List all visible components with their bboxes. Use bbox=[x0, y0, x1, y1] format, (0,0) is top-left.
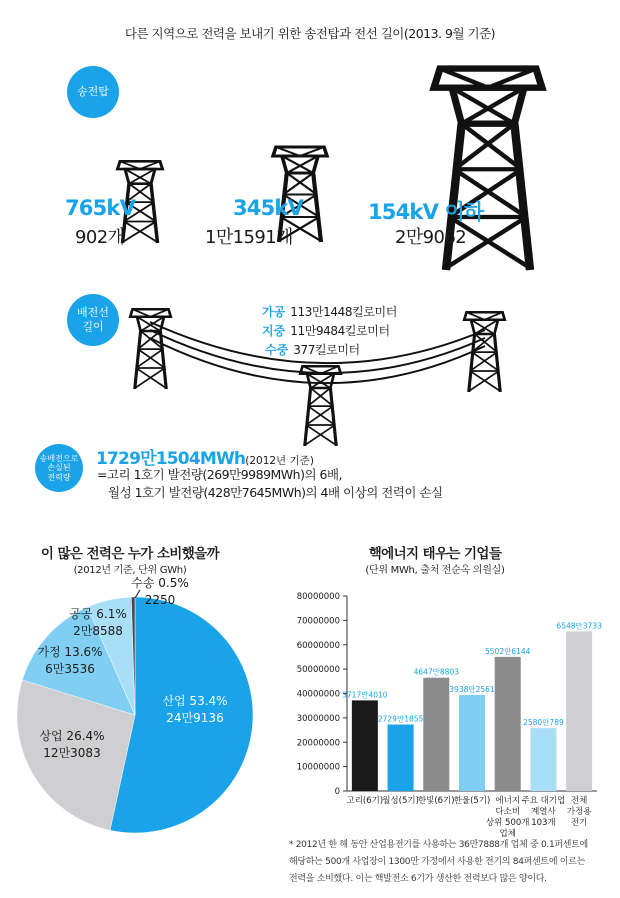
bar-value-label-2: 4647만8803 bbox=[413, 667, 459, 677]
loss-value: 1729만1504MWh bbox=[96, 449, 246, 469]
bar-category-label-5: 103개 bbox=[531, 818, 556, 828]
bar-1 bbox=[388, 724, 414, 791]
tower-voltage-154: 154kV 이하 bbox=[368, 200, 484, 224]
pie-subtitle: (2012년 기준, 단위 GWh) bbox=[73, 565, 187, 576]
bar-y-tick-label: 30000000 bbox=[296, 713, 340, 724]
bar-y-tick-label: 70000000 bbox=[296, 616, 340, 627]
bar-category-label-6: 가정용 bbox=[566, 807, 592, 817]
bar-category-label-4: 상위 500개 bbox=[485, 818, 530, 828]
bar-y-tick-label: 0 bbox=[334, 787, 340, 797]
bar-chart bbox=[280, 588, 600, 843]
bar-value-label-6: 6548만3733 bbox=[556, 621, 602, 631]
pie-label-2: 가정 13.6% bbox=[37, 645, 103, 659]
bar-value-label-3: 3938만2561 bbox=[449, 685, 495, 695]
pie-label-1: 상업 26.4% bbox=[39, 729, 105, 743]
pie-value-2: 6만3536 bbox=[45, 662, 95, 676]
loss-badge-l2: 손실된 bbox=[47, 463, 71, 473]
loss-line-1: =고리 1호기 발전량(269만9989MWh)의 6배, bbox=[97, 467, 343, 482]
footnote-line-2: 해당하는 500개 사업장이 1300만 가정에서 사용한 전기의 84퍼센트에 이르는 bbox=[289, 857, 585, 867]
bar-6 bbox=[566, 631, 592, 791]
bar-category-label-6: 전기 bbox=[570, 818, 588, 828]
loss-badge bbox=[35, 444, 83, 492]
bar-category-label-1: 월성(5기) bbox=[382, 796, 419, 806]
tower-voltage-345: 345kV bbox=[233, 196, 304, 220]
bar-y-tick-label: 40000000 bbox=[296, 689, 340, 700]
bar-y-tick-label: 20000000 bbox=[296, 738, 340, 749]
bar-category-label-5: 주요 대기업 bbox=[521, 796, 566, 806]
bar-value-label-5: 2580만789 bbox=[523, 718, 564, 728]
bar-category-label-3: 한울(5기) bbox=[453, 796, 491, 806]
bar-category-label-6: 전체 bbox=[570, 796, 588, 806]
line-len-underground: 11만9484킬로미터 bbox=[290, 324, 390, 338]
line-cat-underground: 지중 bbox=[262, 324, 286, 338]
pole-middle-icon bbox=[300, 366, 341, 446]
loss-year: (2012년 기준) bbox=[245, 455, 314, 467]
loss-comparison bbox=[97, 466, 443, 502]
pie-label-0: 산업 53.4% bbox=[162, 694, 228, 708]
bar-value-label-1: 2729만1855 bbox=[377, 714, 424, 724]
tower-badge-label: 송전탑 bbox=[77, 85, 109, 99]
footnote-line-3: 전력을 소비했다. 이는 핵발전소 6기가 생산한 전력보다 많은 양이다. bbox=[289, 874, 547, 884]
bar-category-label-4: 업체 bbox=[499, 829, 516, 839]
pie-title: 이 많은 전력은 누가 소비했을까 bbox=[40, 546, 220, 562]
bar-y-tick-label: 80000000 bbox=[296, 592, 340, 602]
loss-badge-l1: 송배전으로 bbox=[39, 454, 79, 464]
bar-y-tick-label: 50000000 bbox=[296, 665, 340, 676]
loss-line-2: 월성 1호기 발전량(428만7645MWh)의 4배 이상의 전력이 손실 bbox=[108, 485, 443, 500]
bar-value-label-0: 3717만4010 bbox=[342, 690, 388, 700]
bar-subtitle: (단위 MWh, 출처 전순옥 의원실) bbox=[365, 565, 505, 576]
tower-voltage-765: 765kV bbox=[65, 196, 136, 220]
footnote bbox=[289, 837, 599, 888]
line-cat-overhead: 가공 bbox=[262, 305, 286, 319]
line-badge-l2: 길이 bbox=[82, 320, 104, 333]
bar-value-label-4: 5502만6144 bbox=[485, 646, 531, 656]
footnote-line-1: * 2012년 한 해 동안 산업용전기를 사용하는 36만7888개 업체 중 0.1퍼센트에 bbox=[289, 840, 588, 850]
pie-value-3: 2만8588 bbox=[73, 624, 123, 638]
pie-value-0: 24만9136 bbox=[166, 711, 224, 725]
bar-title: 핵에너지 태우는 기업들 bbox=[368, 546, 502, 562]
page-title: 다른 지역으로 전력을 보내기 위한 송전탑과 전선 길이(2013. 9월 기준) bbox=[124, 26, 496, 41]
bar-3 bbox=[459, 695, 485, 791]
pie-label-4: 수송 0.5% bbox=[131, 576, 189, 590]
bar-y-tick-label: 10000000 bbox=[296, 762, 340, 773]
pie-label-3: 공공 6.1% bbox=[69, 607, 127, 621]
bar-4 bbox=[495, 657, 521, 791]
tower-count-154: 2만9062 bbox=[395, 227, 467, 248]
tower-count-765: 902개 bbox=[75, 227, 125, 248]
bar-0 bbox=[352, 700, 378, 791]
line-length-list bbox=[262, 302, 397, 359]
bar-5 bbox=[530, 728, 556, 791]
bar-2 bbox=[423, 678, 449, 791]
bar-category-label-4: 에너지 bbox=[495, 796, 521, 806]
bar-category-label-4: 다소비 bbox=[495, 807, 521, 817]
tower-illustrations bbox=[0, 0, 620, 440]
bar-category-label-0: 고리(6기) bbox=[346, 796, 384, 806]
line-length-badge bbox=[67, 294, 119, 346]
pie-chart bbox=[0, 576, 260, 840]
tower-count-345: 1만1591개 bbox=[205, 227, 293, 248]
line-badge-l1: 배전선 bbox=[77, 306, 109, 320]
pie-value-4: 2250 bbox=[144, 593, 176, 607]
line-len-overhead: 113만1448킬로미터 bbox=[290, 305, 397, 319]
line-cat-underwater: 수중 bbox=[265, 343, 289, 357]
pie-value-1: 12만3083 bbox=[43, 746, 101, 760]
bar-category-label-5: 계열사 bbox=[531, 807, 556, 817]
bar-category-label-2: 한빛(6기) bbox=[417, 796, 455, 806]
bar-y-tick-label: 60000000 bbox=[296, 640, 340, 651]
line-len-underwater: 377킬로미터 bbox=[293, 343, 360, 357]
loss-badge-l3: 전력량 bbox=[47, 472, 71, 482]
